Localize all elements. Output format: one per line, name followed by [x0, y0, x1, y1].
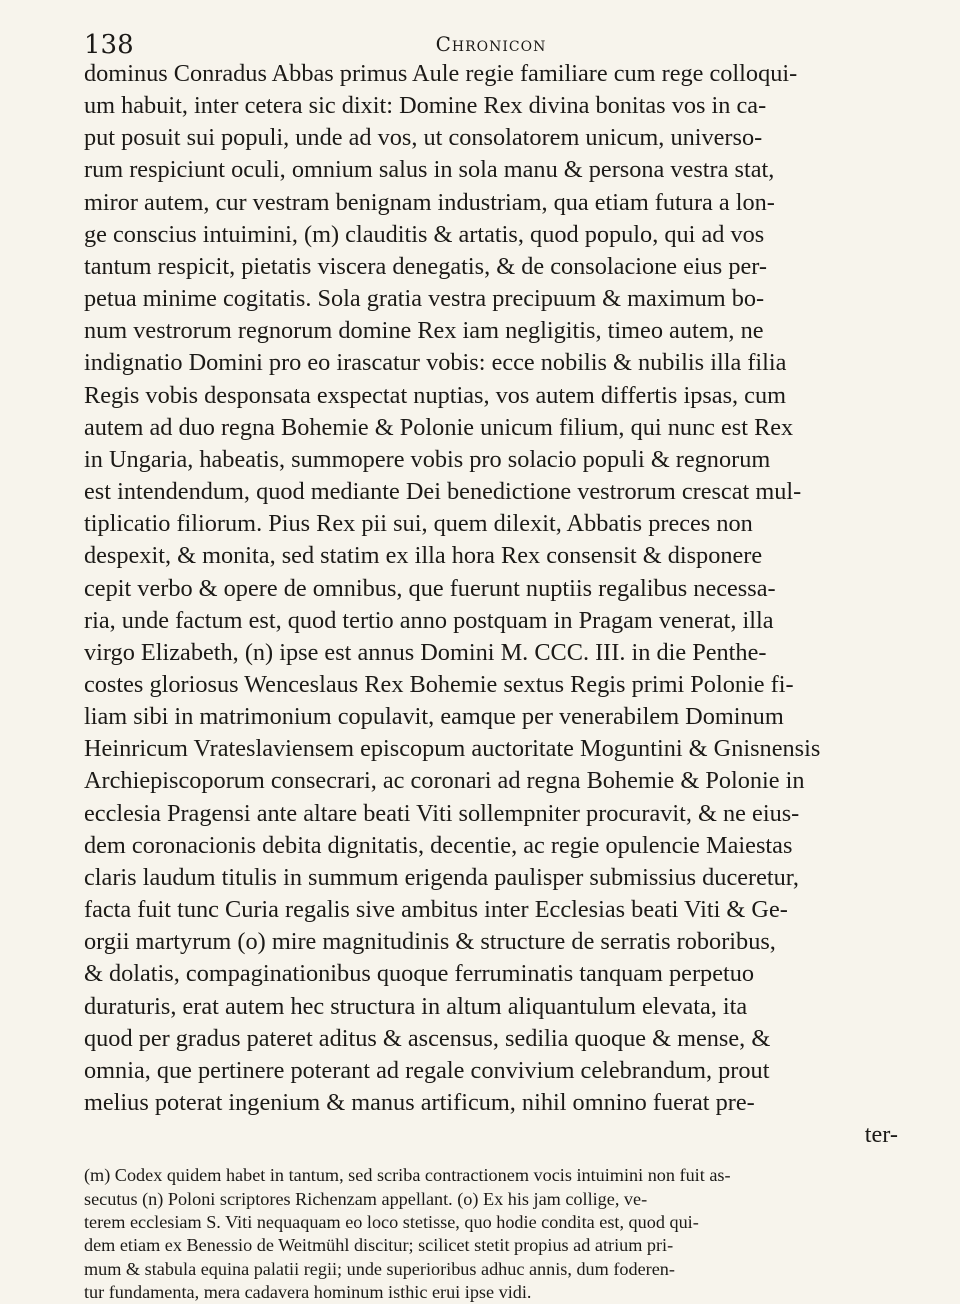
text-line: autem ad duo regna Bohemie & Polonie unicum filium, qui nunc est Rex — [84, 413, 794, 441]
text-line: ecclesia Pragensi ante altare beati Viti sollempniter procuravit, & ne eius- — [84, 799, 800, 827]
text-line: ge conscius intuimini, (m) clauditis & artatis, quod populo, qui ad vos — [84, 220, 765, 248]
footnotes — [84, 1164, 898, 1304]
page-header — [84, 14, 898, 58]
text-line: quod per gradus pateret aditus & ascensus, sedilia quoque & mense, & — [84, 1024, 771, 1052]
text-line: in Ungaria, habeatis, summopere vobis pro solacio populi & regnorum — [84, 445, 771, 473]
footnote-line: dem etiam ex Benessio de Weitmühl discitur; scilicet stetit propius ad atrium pri- — [84, 1235, 674, 1256]
text-line: ria, unde factum est, quod tertio anno postquam in Pragam venerat, illa — [84, 606, 774, 634]
page-number: 138 — [84, 30, 134, 60]
text-line: Heinricum Vrateslaviensem episcopum auctoritate Moguntini & Gnisnensis — [84, 735, 821, 763]
text-line: virgo Elizabeth, (n) ipse est annus Domini M. CCC. III. in die Penthe- — [84, 638, 767, 666]
footnote-line: terem ecclesiam S. Viti nequaquam eo loco stetisse, quo hodie condita est, quod qui- — [84, 1211, 699, 1232]
text-line: petua minime cogitatis. Sola gratia vestra precipuum & maximum bo- — [84, 285, 765, 313]
catchword: ter- — [864, 1121, 898, 1149]
text-line: orgii martyrum (o) mire magnitudinis & structure de serratis roboribus, — [84, 928, 776, 956]
text-line: dominus Conradus Abbas primus Aule regie familiare cum rege colloqui- — [84, 60, 798, 87]
text-line: Regis vobis desponsata exspectat nuptias, vos autem differtis ipsas, cum — [84, 381, 787, 409]
running-title: Chronicon — [435, 32, 547, 56]
text-line: cepit verbo & opere de omnibus, que fuerunt nuptiis regalibus necessa- — [84, 574, 776, 602]
text-line: Archiepiscoporum consecrari, ac coronari ad regna Bohemie & Polonie in — [84, 767, 805, 795]
text-line: tantum respicit, pietatis viscera denegatis, & de consolacione eius per- — [84, 252, 767, 280]
footnote-line: tur fundamenta, mera cadavera hominum isthic erui ipse vidi. — [84, 1281, 532, 1302]
text-line: put posuit sui populi, unde ad vos, ut consolatorem unicum, universo- — [84, 124, 763, 152]
text-line: liam sibi in matrimonium copulavit, eamque per venerabilem Dominum — [84, 703, 784, 731]
footnote-line: (m) Codex quidem habet in tantum, sed scriba contractionem vocis intuimini non fuit as- — [84, 1165, 731, 1186]
footnote-line: mum & stabula equina palatii regii; unde superioribus adhuc annis, dum foderen- — [84, 1258, 675, 1279]
text-line: melius poterat ingenium & manus artificum, nihil omnino fuerat pre- — [84, 1089, 755, 1116]
text-line: um habuit, inter cetera sic dixit: Domine Rex divina bonitas vos in ca- — [84, 92, 767, 120]
body-text — [84, 58, 898, 1151]
footnote-line: secutus (n) Poloni scriptores Richenzam appellant. (o) Ex his jam collige, ve- — [84, 1188, 648, 1209]
text-line: dem coronacionis debita dignitatis, decentie, ac regie opulencie Maiestas — [84, 831, 793, 859]
text-line: duraturis, erat autem hec structura in altum aliquantulum elevata, ita — [84, 992, 748, 1020]
text-line: num vestrorum regnorum domine Rex iam negligitis, timeo autem, ne — [84, 317, 764, 345]
text-line: facta fuit tunc Curia regalis sive ambitus inter Ecclesias beati Viti & Ge- — [84, 896, 788, 924]
text-line: indignatio Domini pro eo irascatur vobis: ecce nobilis & nubilis illa filia — [84, 349, 787, 377]
text-line: omnia, que pertinere poterant ad regale convivium celebrandum, prout — [84, 1056, 770, 1084]
text-line: rum respiciunt oculi, omnium salus in sola manu & persona vestra stat, — [84, 156, 775, 184]
text-line: costes gloriosus Wenceslaus Rex Bohemie sextus Regis primi Polonie fi- — [84, 670, 794, 698]
text-line: tiplicatio filiorum. Pius Rex pii sui, quem dilexit, Abbatis preces non — [84, 510, 753, 538]
text-line: claris laudum titulis in summum erigenda paulisper submissius duceretur, — [84, 863, 799, 891]
text-line: & dolatis, compaginationibus quoque ferruminatis tanquam perpetuo — [84, 960, 755, 988]
text-line: est intendendum, quod mediante Dei benedictione vestrorum crescat mul- — [84, 478, 802, 506]
text-line: miror autem, cur vestram benignam industriam, qua etiam futura a lon- — [84, 188, 775, 216]
text-line: despexit, & monita, sed statim ex illa hora Rex consensit & disponere — [84, 542, 763, 570]
